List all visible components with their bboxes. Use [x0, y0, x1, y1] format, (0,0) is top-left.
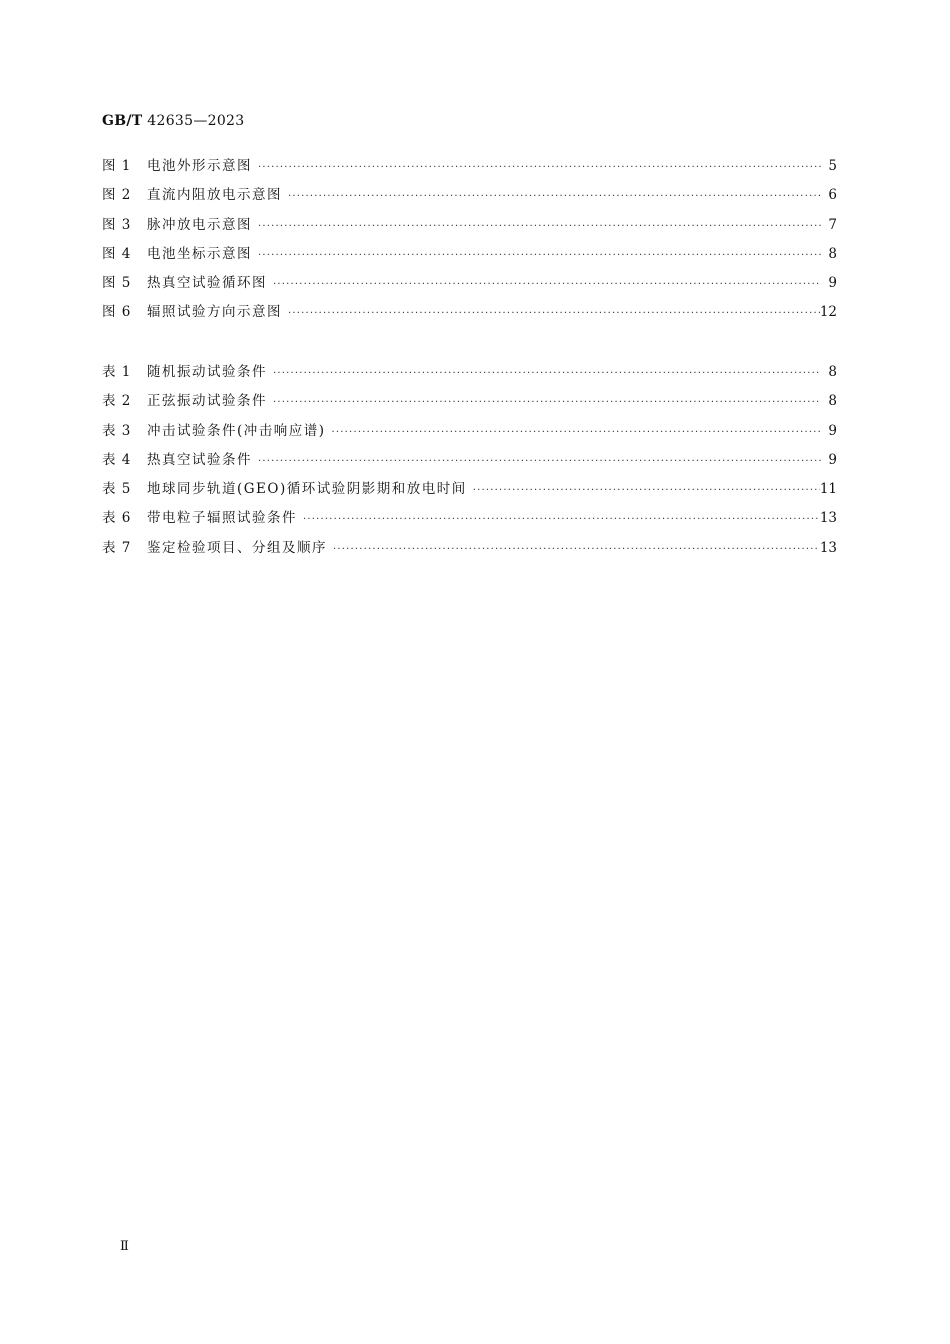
page-number: 13 [819, 539, 837, 556]
page-number: 12 [819, 304, 837, 321]
dot-leader [256, 217, 821, 237]
dot-leader [331, 540, 820, 560]
dot-leader [256, 158, 821, 178]
toc-row-table-7[interactable] [102, 538, 837, 567]
page-number: 8 [828, 393, 837, 410]
figure-title: 电池外形示意图 [147, 158, 252, 174]
figure-label: 图 1 [102, 158, 132, 174]
figure-title: 电池坐标示意图 [147, 245, 252, 262]
figure-label: 图 5 [102, 275, 132, 292]
figure-label: 图 2 [102, 187, 132, 204]
toc-row-table-1[interactable] [102, 362, 837, 391]
page-number: 6 [828, 187, 837, 204]
toc-row-figure-2[interactable] [102, 185, 837, 214]
table-label: 表 4 [102, 451, 132, 468]
table-title: 正弦振动试验条件 [147, 393, 267, 410]
figure-title: 热真空试验循环图 [147, 275, 267, 292]
page-number: 8 [828, 364, 837, 380]
page-footer-number: Ⅱ [120, 1239, 129, 1254]
page-number: 7 [828, 216, 837, 233]
dot-leader [256, 246, 821, 266]
dot-leader [471, 481, 820, 501]
figure-label: 图 3 [102, 216, 132, 233]
page-number: 8 [828, 245, 837, 262]
table-title: 热真空试验条件 [147, 451, 252, 468]
figure-title: 脉冲放电示意图 [147, 216, 252, 233]
dot-leader [271, 275, 821, 295]
table-list [102, 362, 837, 567]
dot-leader [330, 423, 821, 443]
toc-row-figure-4[interactable] [102, 244, 837, 273]
dot-leader [256, 452, 821, 472]
page-number: 13 [819, 510, 837, 527]
document-header [102, 113, 244, 129]
table-label: 表 7 [102, 539, 132, 556]
table-title: 地球同步轨道(GEO)循环试验阴影期和放电时间 [147, 481, 467, 498]
toc-row-figure-5[interactable] [102, 273, 837, 302]
page-number: 9 [828, 275, 837, 292]
page-number: 9 [828, 451, 837, 468]
dot-leader [286, 304, 820, 324]
table-title: 带电粒子辐照试验条件 [147, 510, 297, 527]
page-number: 9 [828, 422, 837, 439]
figure-title: 辐照试验方向示意图 [147, 304, 282, 321]
table-label: 表 5 [102, 481, 132, 498]
standard-code: GB/T [102, 113, 143, 129]
table-title: 冲击试验条件(冲击响应谱) [147, 422, 326, 439]
toc-row-table-5[interactable] [102, 479, 837, 508]
dot-leader [271, 364, 821, 384]
table-label: 表 3 [102, 422, 132, 439]
table-label: 表 6 [102, 510, 132, 527]
figure-label: 图 4 [102, 245, 132, 262]
toc-row-figure-1[interactable] [102, 156, 837, 185]
page-number: 5 [828, 158, 837, 174]
toc-row-figure-3[interactable] [102, 215, 837, 244]
table-label: 表 1 [102, 364, 132, 380]
page-number: 11 [819, 481, 837, 498]
table-title: 鉴定检验项目、分组及顺序 [147, 539, 327, 556]
dot-leader [271, 393, 821, 413]
table-label: 表 2 [102, 393, 132, 410]
figure-title: 直流内阻放电示意图 [147, 187, 282, 204]
standard-number: 42635—2023 [147, 113, 245, 129]
toc-row-table-2[interactable] [102, 391, 837, 420]
toc-row-table-3[interactable] [102, 421, 837, 450]
dot-leader [301, 510, 820, 530]
figure-list [102, 156, 837, 332]
dot-leader [286, 187, 821, 207]
toc-row-table-4[interactable] [102, 450, 837, 479]
toc-row-table-6[interactable] [102, 508, 837, 537]
figure-label: 图 6 [102, 304, 132, 321]
toc-row-figure-6[interactable] [102, 302, 837, 331]
table-title: 随机振动试验条件 [147, 364, 267, 380]
